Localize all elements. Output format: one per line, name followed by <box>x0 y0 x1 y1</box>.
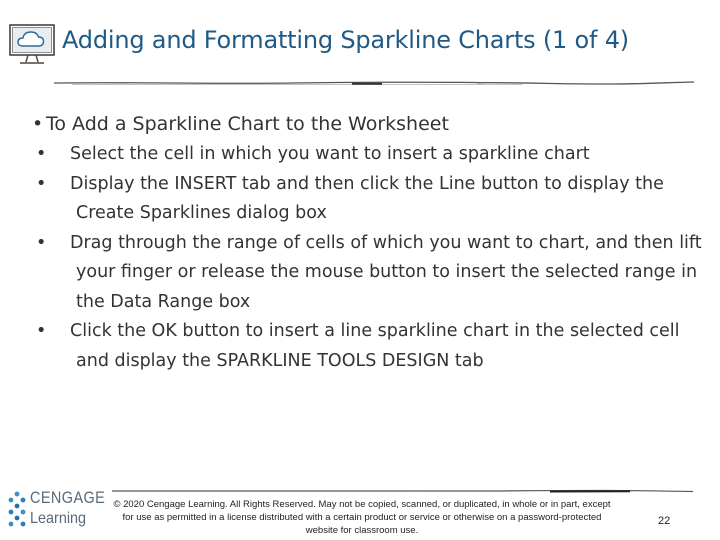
logo-text-learning: Learning <box>30 510 87 527</box>
bullet-level1-text: To Add a Sparkline Chart to the Worksheet <box>46 113 449 135</box>
cengage-logo <box>6 486 106 536</box>
bullet-dot: • <box>36 144 47 164</box>
bullet-level2 <box>36 140 702 170</box>
bullet-level2 <box>36 229 702 318</box>
copyright-notice: © 2020 Cengage Learning. All Rights Reserved. May not be copied, scanned, or duplicated, in whole or in part, except for use as permitted in a license distributed with a certain product or service or otherwise on a password-protected website for classroom use. <box>113 499 611 536</box>
monitor-cloud-icon <box>8 22 56 68</box>
bullet-list <box>32 110 702 376</box>
bullet-level2-text: Drag through the range of cells of which you want to chart, and then lift your finger or release the mouse button to insert the selected range in the Data Range box <box>70 232 702 312</box>
bullet-level1 <box>32 110 702 138</box>
bullet-dot: • <box>36 232 47 253</box>
title-divider <box>52 76 696 90</box>
bullet-dot: • <box>32 113 44 135</box>
bullet-level2 <box>36 317 702 376</box>
bullet-level2-text: Select the cell in which you want to insert a sparkline chart <box>70 144 590 164</box>
slide-title: Adding and Formatting Sparkline Charts (1 of 4) <box>62 26 629 54</box>
bullet-level2-text: Click the OK button to insert a line sparkline chart in the selected cell and display the SPARKLINE TOOLS DESIGN tab <box>70 321 680 371</box>
bullet-dot: • <box>36 321 47 341</box>
logo-text-cengage: CENGAGE <box>30 488 106 507</box>
page-number: 22 <box>658 515 671 527</box>
bullet-dot: • <box>36 173 47 194</box>
bullet-level2-text: Display the INSERT tab and then click the Line button to display the Create Sparklines dialog box <box>70 173 664 223</box>
cengage-dots-logo <box>6 490 28 530</box>
footer-divider <box>110 485 695 497</box>
bullet-level2 <box>36 170 702 229</box>
